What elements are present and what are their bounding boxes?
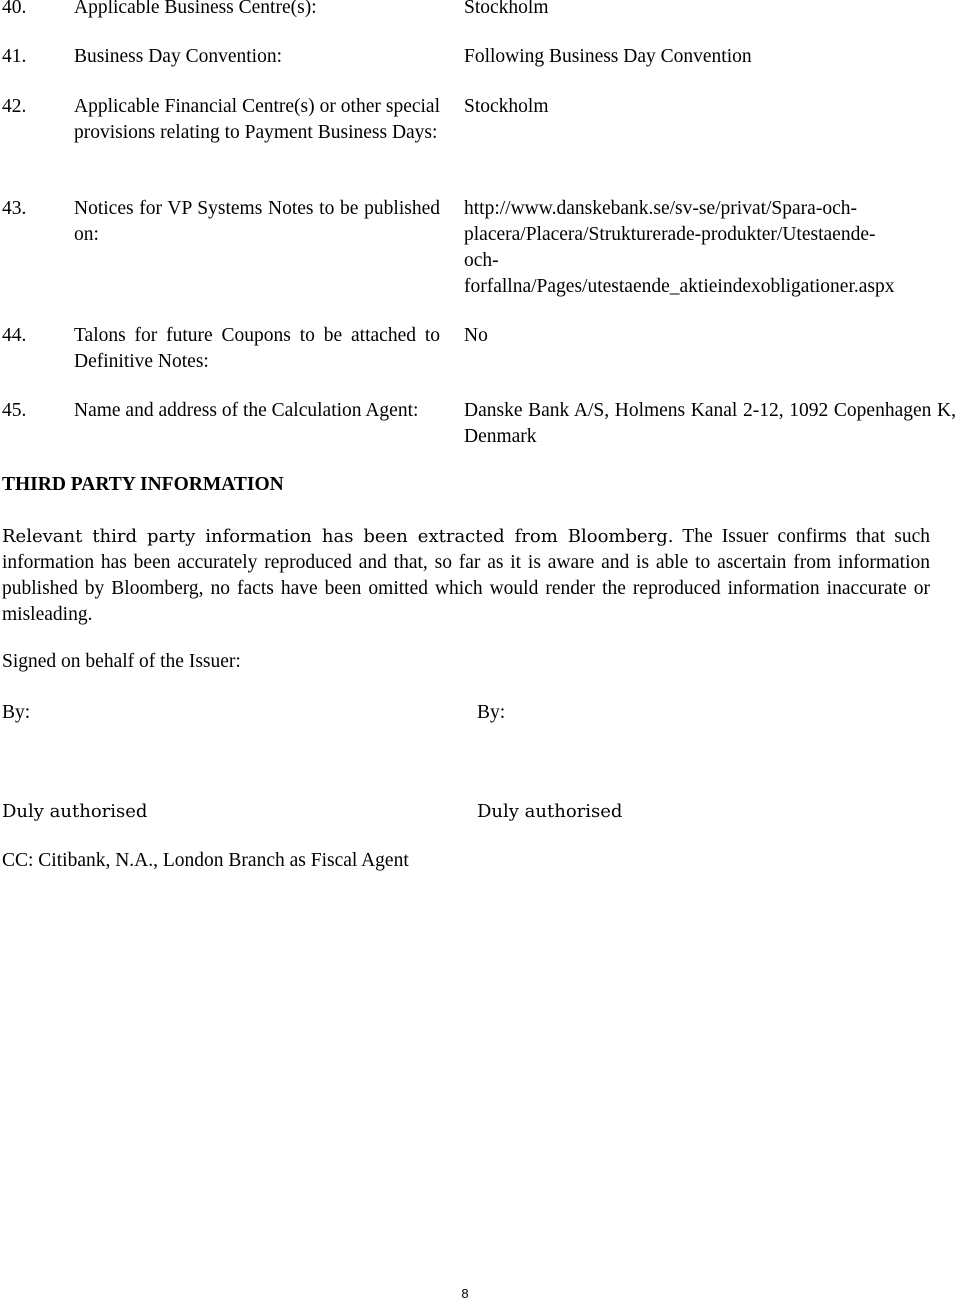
url-line: placera/Placera/Strukturerade-produkter/Utestaende- (464, 224, 876, 245)
section-heading: THIRD PARTY INFORMATION (2, 474, 284, 495)
item-label: Business Day Convention: (74, 46, 282, 67)
item-label: Talons for future Coupons to be attached to Definitive Notes: (74, 325, 440, 372)
item-label: Name and address of the Calculation Agent: (74, 400, 419, 421)
item-number: 40. (2, 0, 27, 18)
duly-authorised-right: Duly authorised (477, 801, 623, 822)
item-number: 43. (2, 198, 27, 219)
cc-line: CC: Citibank, N.A., London Branch as Fiscal Agent (2, 850, 409, 871)
item-number: 44. (2, 325, 27, 346)
signed-on-behalf: Signed on behalf of the Issuer: (2, 651, 241, 672)
item-label: Applicable Business Centre(s): (74, 0, 317, 18)
item-label: Notices for VP Systems Notes to be published on: (74, 198, 440, 245)
item-number: 41. (2, 46, 27, 67)
item-value: Danske Bank A/S, Holmens Kanal 2-12, 1092 Copenhagen K, Denmark (464, 400, 956, 447)
paragraph-rest: The Issuer confirms that such information has been accurately reproduced and that, so far as it is aware and is able to ascertain from information published by Bloomberg, no facts have been omitted which would render the reproduced information inaccurate or misleading. (2, 526, 930, 625)
url-line: och- (464, 250, 499, 271)
item-number: 42. (2, 96, 27, 117)
by-right: By: (477, 702, 506, 723)
item-value: Stockholm (464, 96, 549, 117)
url-line: forfallna/Pages/utestaende_aktieindexobligationer.aspx (464, 276, 895, 297)
item-value: Following Business Day Convention (464, 46, 752, 67)
duly-authorised-left: Duly authorised (2, 801, 148, 822)
item-value: Stockholm (464, 0, 549, 18)
item-label: Applicable Financial Centre(s) or other special provisions relating to Payment Business Days: (74, 96, 440, 143)
item-number: 45. (2, 400, 27, 421)
page-number: 8 (461, 1286, 469, 1301)
item-value: No (464, 325, 488, 346)
by-left: By: (2, 702, 31, 723)
third-party-paragraph (2, 524, 930, 628)
notices-url (464, 196, 895, 300)
url-line: http://www.danskebank.se/sv-se/privat/Spara-och- (464, 198, 857, 219)
paragraph-start: Relevant third party information has been extracted from Bloomberg. (2, 526, 674, 547)
